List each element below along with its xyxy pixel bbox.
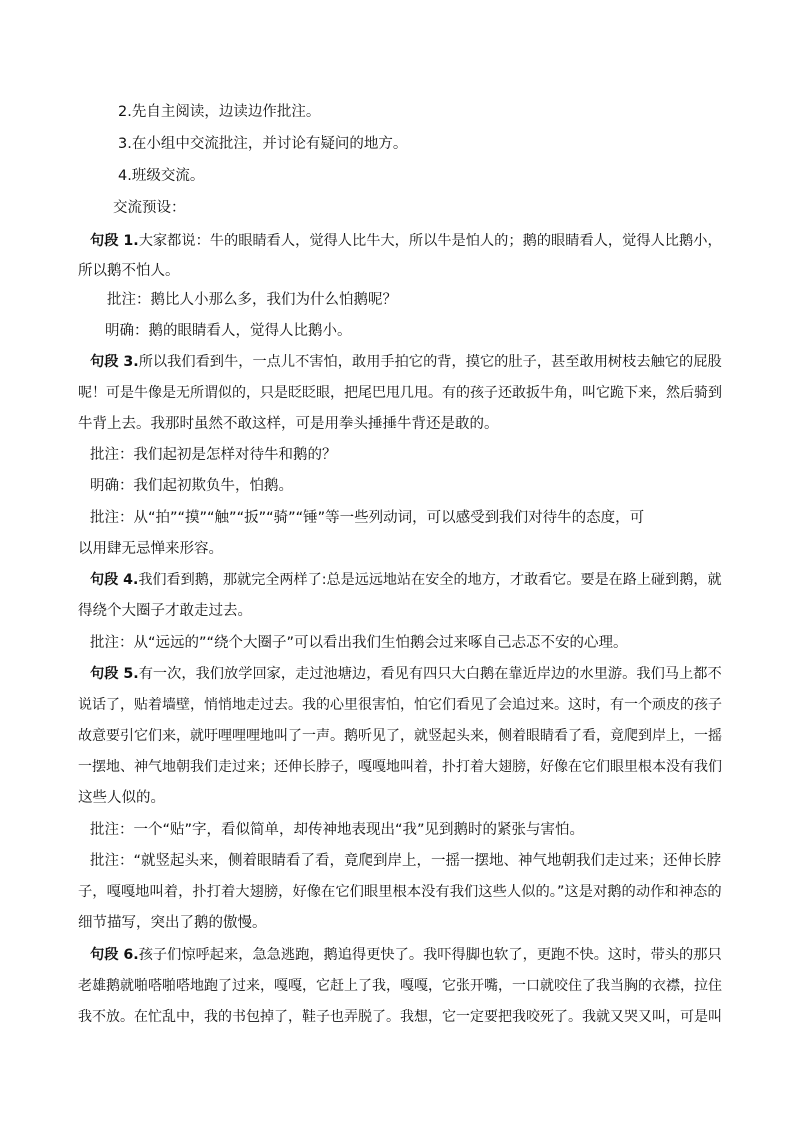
step-4: 4.班级交流。 [118, 168, 205, 184]
passage-3-cont: 呢！可是牛像是无所谓似的，只是眨眨眼，把尾巴甩几甩。有的孩子还敢扳牛角，叫它跪下来，然后骑到 [78, 385, 722, 401]
passage-label: 句段 3. [90, 354, 139, 370]
passage-5-cont: 故意要引它们来，就吁哩哩哩地叫了一声。鹅听见了，就竖起头来，侧着眼睛看了看，竟爬到岸上，一摇 [78, 728, 722, 744]
passage-5-line [90, 658, 722, 690]
passage-6-line [90, 939, 722, 971]
passage-text: 孩子们惊呼起来，急急逃跑，鹅追得更快了。我吓得脚也软了，更跑不快。这时，带头的那只 [138, 947, 722, 963]
passage-1-cont: 所以鹅不怕人。 [78, 263, 180, 279]
passage-4-cont: 得绕个大圈子才敢走过去。 [78, 603, 252, 619]
passage-6-cont: 老雄鹅就啪嗒啪嗒地跑了过来，嘎嘎，它赶上了我，嘎嘎，它张开嘴，一口就咬住了我当胸的衣襟，拉住 [78, 978, 722, 994]
passage-label: 句段 6. [90, 947, 139, 963]
annotation: 批注：“就竖起头来，侧着眼睛看了看，竟爬到岸上，一摇一摆地、神气地朝我们走过来；还伸长脖 [90, 853, 722, 869]
step-3: 3.在小组中交流批注，并讨论有疑问的地方。 [118, 136, 408, 152]
passage-4-line [90, 564, 722, 596]
passage-text: 我们看到鹅，那就完全两样了:总是远远地站在安全的地方，才敢看它。要是在路上碰到鹅，就 [138, 572, 722, 588]
annotation: 批注：从“远远的”“绕个大圈子”可以看出我们生怕鹅会过来啄自己忐忑不安的心理。 [90, 635, 628, 651]
passage-text: 所以我们看到牛，一点儿不害怕，敢用手拍它的背，摸它的肚子，甚至敢用树枝去触它的屁股 [138, 354, 722, 370]
passage-3-line [90, 346, 722, 378]
annotation: 批注：鹅比人小那么多，我们为什么怕鹅呢？ [107, 292, 397, 308]
annotation: 批注：一个“贴”字，看似简单，却传神地表现出“我”见到鹅时的紧张与害怕。 [90, 822, 585, 838]
passage-3-cont: 牛背上去。我那时虽然不敢这样，可是用拳头捶捶牛背还是敢的。 [78, 416, 499, 432]
passage-text: 有一次，我们放学回家，走过池塘边，看见有四只大白鹅在靠近岸边的水里游。我们马上都不 [138, 666, 722, 682]
passage-label: 句段 5. [90, 666, 139, 682]
passage-6-cont: 我不放。在忙乱中，我的书包掉了，鞋子也弄脱了。我想，它一定要把我咬死了。我就又哭又叫，可是叫 [78, 1009, 722, 1025]
annotation-cont: 细节描写，突出了鹅的傲慢。 [78, 915, 267, 931]
annotation: 批注：从“拍”“摸”“触”“扳”“骑”“锤”等一些列动词，可以感受到我们对待牛的态度，可 [90, 510, 645, 526]
step-2: 2.先自主阅读，边读边作批注。 [118, 104, 321, 120]
passage-5-cont: 说话了，贴着墙壁，悄悄地走过去。我的心里很害怕，怕它们看见了会追过来。这时，有一个顽皮的孩子 [78, 697, 722, 713]
annotation-cont: 子，嘎嘎地叫着，扑打着大翅膀，好像在它们眼里根本没有我们这些人似的。”这是对鹅的动作和神态的 [78, 884, 722, 900]
clarification: 明确：鹅的眼睛看人，觉得人比鹅小。 [105, 323, 352, 339]
clarification: 明确：我们起初欺负牛，怕鹅。 [90, 478, 293, 494]
passage-label: 句段 1. [90, 233, 139, 249]
annotation-cont: 以用肆无忌惮来形容。 [78, 541, 223, 557]
annotation: 批注：我们起初是怎样对待牛和鹅的？ [90, 447, 337, 463]
passage-label: 句段 4. [90, 572, 139, 588]
passage-5-cont: 一摆地、神气地朝我们走过来；还伸长脖子，嘎嘎地叫着，扑打着大翅膀，好像在它们眼里根本没有我们 [78, 759, 722, 775]
passage-1-line [90, 225, 722, 257]
passage-text: 大家都说：牛的眼睛看人，觉得人比牛大，所以牛是怕人的；鹅的眼睛看人，觉得人比鹅小， [138, 233, 722, 249]
passage-5-cont: 这些人似的。 [78, 790, 165, 806]
preset-heading: 交流预设： [113, 200, 186, 216]
